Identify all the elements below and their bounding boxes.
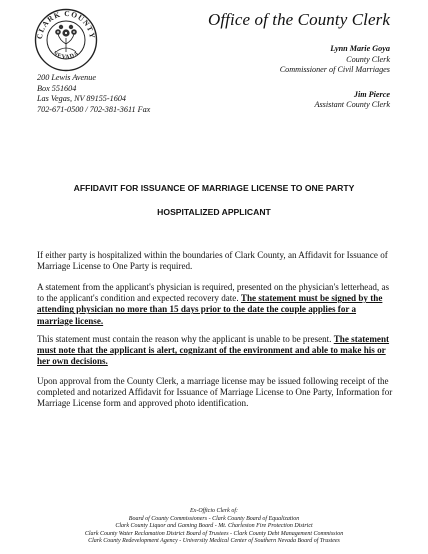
office-title: Office of the County Clerk bbox=[207, 10, 390, 29]
officials-block bbox=[280, 44, 390, 111]
footer-line: Clark County Redevelopment Agency - University Medical Center of Southern Nevada Board of Trustees bbox=[88, 538, 340, 545]
footer-line: Clark County Liquor and Gaming Board - Mt. Charleston Fire Protection District bbox=[115, 523, 313, 530]
paragraph-4 bbox=[37, 376, 393, 410]
assistant-name: Jim Pierce bbox=[353, 89, 390, 99]
footer-line: Ex-Officio Clerk of: bbox=[190, 508, 238, 514]
clerk-title-secondary: Commissioner of Civil Marriages bbox=[279, 65, 390, 74]
paragraph-1-text: If either party is hospitalized within the boundaries of Clark County, an Affidavit for Issuance of Marriage License to One Party is required. bbox=[37, 250, 388, 272]
paragraph-2-emphasis: The statement must be signed by the attending physician no more than 15 days prior to the date the couple applies for a marriage license. bbox=[37, 293, 383, 326]
paragraph-3-emphasis: The statement must note that the applicant is alert, cognizant of the environment and able to make his or her own decisions. bbox=[37, 334, 390, 367]
county-seal-logo bbox=[34, 8, 98, 72]
clerk-name: Lynn Marie Goya bbox=[330, 44, 390, 53]
address-box: Box 551604 bbox=[37, 83, 77, 93]
clerk-title: County Clerk bbox=[346, 54, 390, 64]
paragraph-1 bbox=[37, 250, 393, 272]
document-subtitle: HOSPITALIZED APPLICANT bbox=[157, 207, 271, 217]
address-street: 200 Lewis Avenue bbox=[37, 73, 96, 82]
address-phone: 702-671-0500 / 702-381-3611 Fax bbox=[37, 104, 151, 114]
paragraph-3 bbox=[37, 334, 393, 368]
address-city: Las Vegas, NV 89155-1604 bbox=[37, 94, 127, 103]
paragraph-2-text: A statement from the applicant's physician is required, presented on the physician's letterhead, as to the applicant's condition and expected recovery date. bbox=[37, 282, 390, 304]
office-address bbox=[37, 73, 150, 115]
svg-text:CLARK COUNTY: CLARK COUNTY bbox=[34, 8, 98, 40]
footer bbox=[0, 508, 428, 546]
paragraph-3-text: This statement must contain the reason why the applicant is unable to be present. bbox=[37, 334, 334, 344]
paragraph-4-text: Upon approval from the County Clerk, a marriage license may be issued following receipt of the completed and notarized Affidavit for Issuance of Marriage License to One Party, Information for Marriage License form and approved photo identification. bbox=[37, 376, 393, 409]
document-title: AFFIDAVIT FOR ISSUANCE OF MARRIAGE LICENSE TO ONE PARTY bbox=[73, 183, 355, 193]
svg-text:NEVADA: NEVADA bbox=[51, 50, 81, 61]
footer-line: Board of County Commissioners - Clark County Board of Equalization bbox=[128, 515, 300, 522]
assistant-title: Assistant County Clerk bbox=[314, 100, 390, 109]
footer-line: Clark County Water Reclamation District Board of Trustees - Clark County Debt Management Commission bbox=[84, 530, 344, 537]
paragraph-2 bbox=[37, 282, 393, 327]
